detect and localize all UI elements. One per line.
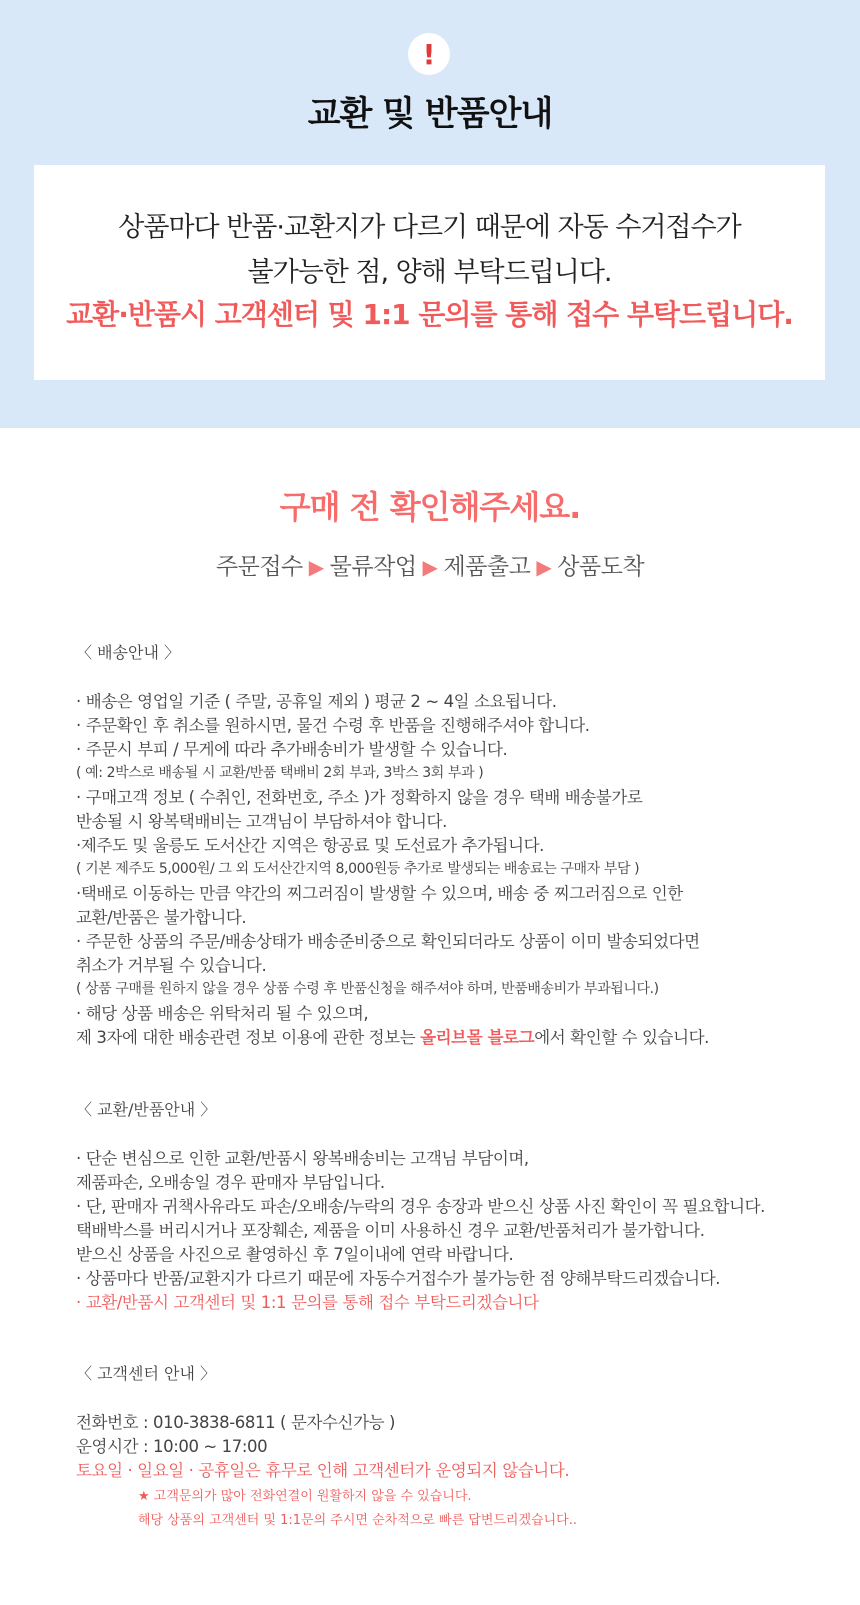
exchange-line: 택배박스를 버리시거나 포장훼손, 제품을 이미 사용하신 경우 교환/반품처리가 불가합니다. (76, 1221, 705, 1240)
shipping-line: · 구매고객 정보 ( 수취인, 전화번호, 주소 )가 정확하지 않을 경우 택배 배송불가로 (76, 788, 643, 807)
shipping-line: 교환/반품은 불가합니다. (76, 908, 247, 927)
flow-step-arrival: 상품도착 (557, 554, 645, 580)
support-heading: 〈 고객센터 안내 〉 (76, 1364, 216, 1383)
shipping-line: 반송될 시 왕복택배비는 고객님이 부담하셔야 합니다. (76, 812, 447, 831)
flow-step-shipment: 제품출고 (443, 554, 531, 580)
blog-link[interactable]: 올리브몰 블로그 (420, 1028, 535, 1047)
support-phone: 전화번호 : 010-3838-6811 ( 문자수신가능 ) (76, 1413, 396, 1432)
check-before-purchase-title: 구매 전 확인해주세요. (279, 488, 581, 526)
exchange-heading: 〈 교환/반품안내 〉 (76, 1100, 217, 1119)
exchange-line: 제품파손, 오배송일 경우 판매자 부담입니다. (76, 1173, 385, 1192)
shipping-line: ·제주도 및 울릉도 도서산간 지역은 항공료 및 도선료가 추가됩니다. (76, 836, 545, 855)
notice-box (34, 165, 825, 380)
shipping-line: ( 기본 제주도 5,000원/ 그 외 도서산간지역 8,000원등 추가로 발생되는 배송료는 구매자 부담 ) (76, 861, 640, 877)
shipping-line: · 주문한 상품의 주문/배송상태가 배송준비중으로 확인되더라도 상품이 이미 발송되었다면 (76, 932, 700, 951)
notice-line-2: 불가능한 점, 양해 부탁드립니다. (247, 257, 612, 288)
exchange-line: · 단, 판매자 귀책사유라도 파손/오배송/누락의 경우 송장과 받으신 상품 사진 확인이 꼭 필요합니다. (76, 1197, 766, 1216)
shipping-line: · 해당 상품 배송은 위탁처리 될 수 있으며, (76, 1004, 369, 1023)
exchange-line: · 단순 변심으로 인한 교환/반품시 왕복배송비는 고객님 부담이며, (76, 1149, 529, 1168)
blog-prefix: 제 3자에 대한 배송관련 정보 이용에 관한 정보는 (76, 1028, 421, 1047)
notice-line-highlight: 교환·반품시 고객센터 및 1:1 문의를 통해 접수 부탁드립니다. (66, 298, 793, 331)
support-note-inquiry: 해당 상품의 고객센터 및 1:1문의 주시면 순차적으로 빠른 답변드리겠습니다.. (138, 1513, 577, 1528)
order-flow (0, 548, 860, 581)
arrow-right-icon: ▶ (536, 555, 552, 579)
exchange-line-highlight: · 교환/반품시 고객센터 및 1:1 문의를 통해 접수 부탁드리겠습니다 (76, 1293, 539, 1312)
shipping-line-blog (76, 1024, 709, 1048)
support-note-busy: ★ 고객문의가 많아 전화연결이 원활하지 않을 수 있습니다. (138, 1489, 472, 1504)
shipping-line: ( 상품 구매를 원하지 않을 경우 상품 수령 후 반품신청을 해주셔야 하며, 반품배송비가 부과됩니다.) (76, 981, 659, 997)
exclamation-icon: ! (408, 33, 450, 75)
shipping-line: · 주문확인 후 취소를 원하시면, 물건 수령 후 반품을 진행해주셔야 합니다. (76, 716, 590, 735)
exchange-line: 받으신 상품을 사진으로 촬영하신 후 7일이내에 연락 바랍니다. (76, 1245, 514, 1264)
flow-step-order: 주문접수 (215, 554, 303, 580)
flow-step-logistics: 물류작업 (329, 554, 417, 580)
support-hours: 운영시간 : 10:00 ~ 17:00 (76, 1437, 268, 1456)
exchange-return-banner (0, 0, 860, 428)
notice-line-1: 상품마다 반품·교환지가 다르기 때문에 자동 수거접수가 (118, 212, 741, 243)
shipping-line: ·택배로 이동하는 만큼 약간의 찌그러짐이 발생할 수 있으며, 배송 중 찌그러짐으로 인한 (76, 884, 683, 903)
exchange-line: · 상품마다 반품/교환지가 다르기 때문에 자동수거접수가 불가능한 점 양해부탁드리겠습니다. (76, 1269, 721, 1288)
shipping-line: 취소가 거부될 수 있습니다. (76, 956, 267, 975)
shipping-line: · 주문시 부피 / 무게에 따라 추가배송비가 발생할 수 있습니다. (76, 740, 508, 759)
support-closed-notice: 토요일 · 일요일 · 공휴일은 휴무로 인해 고객센터가 운영되지 않습니다. (76, 1461, 570, 1480)
shipping-heading: 〈 배송안내 〉 (76, 643, 180, 662)
shipping-line: · 배송은 영업일 기준 ( 주말, 공휴일 제외 ) 평균 2 ~ 4일 소요됩니다. (76, 692, 557, 711)
page-title: 교환 및 반품안내 (307, 94, 553, 134)
shipping-line: ( 예: 2박스로 배송될 시 교환/반품 택배비 2회 부과, 3박스 3회 부과 ) (76, 765, 484, 781)
arrow-right-icon: ▶ (308, 555, 324, 579)
blog-suffix: 에서 확인할 수 있습니다. (534, 1028, 710, 1047)
arrow-right-icon: ▶ (422, 555, 438, 579)
